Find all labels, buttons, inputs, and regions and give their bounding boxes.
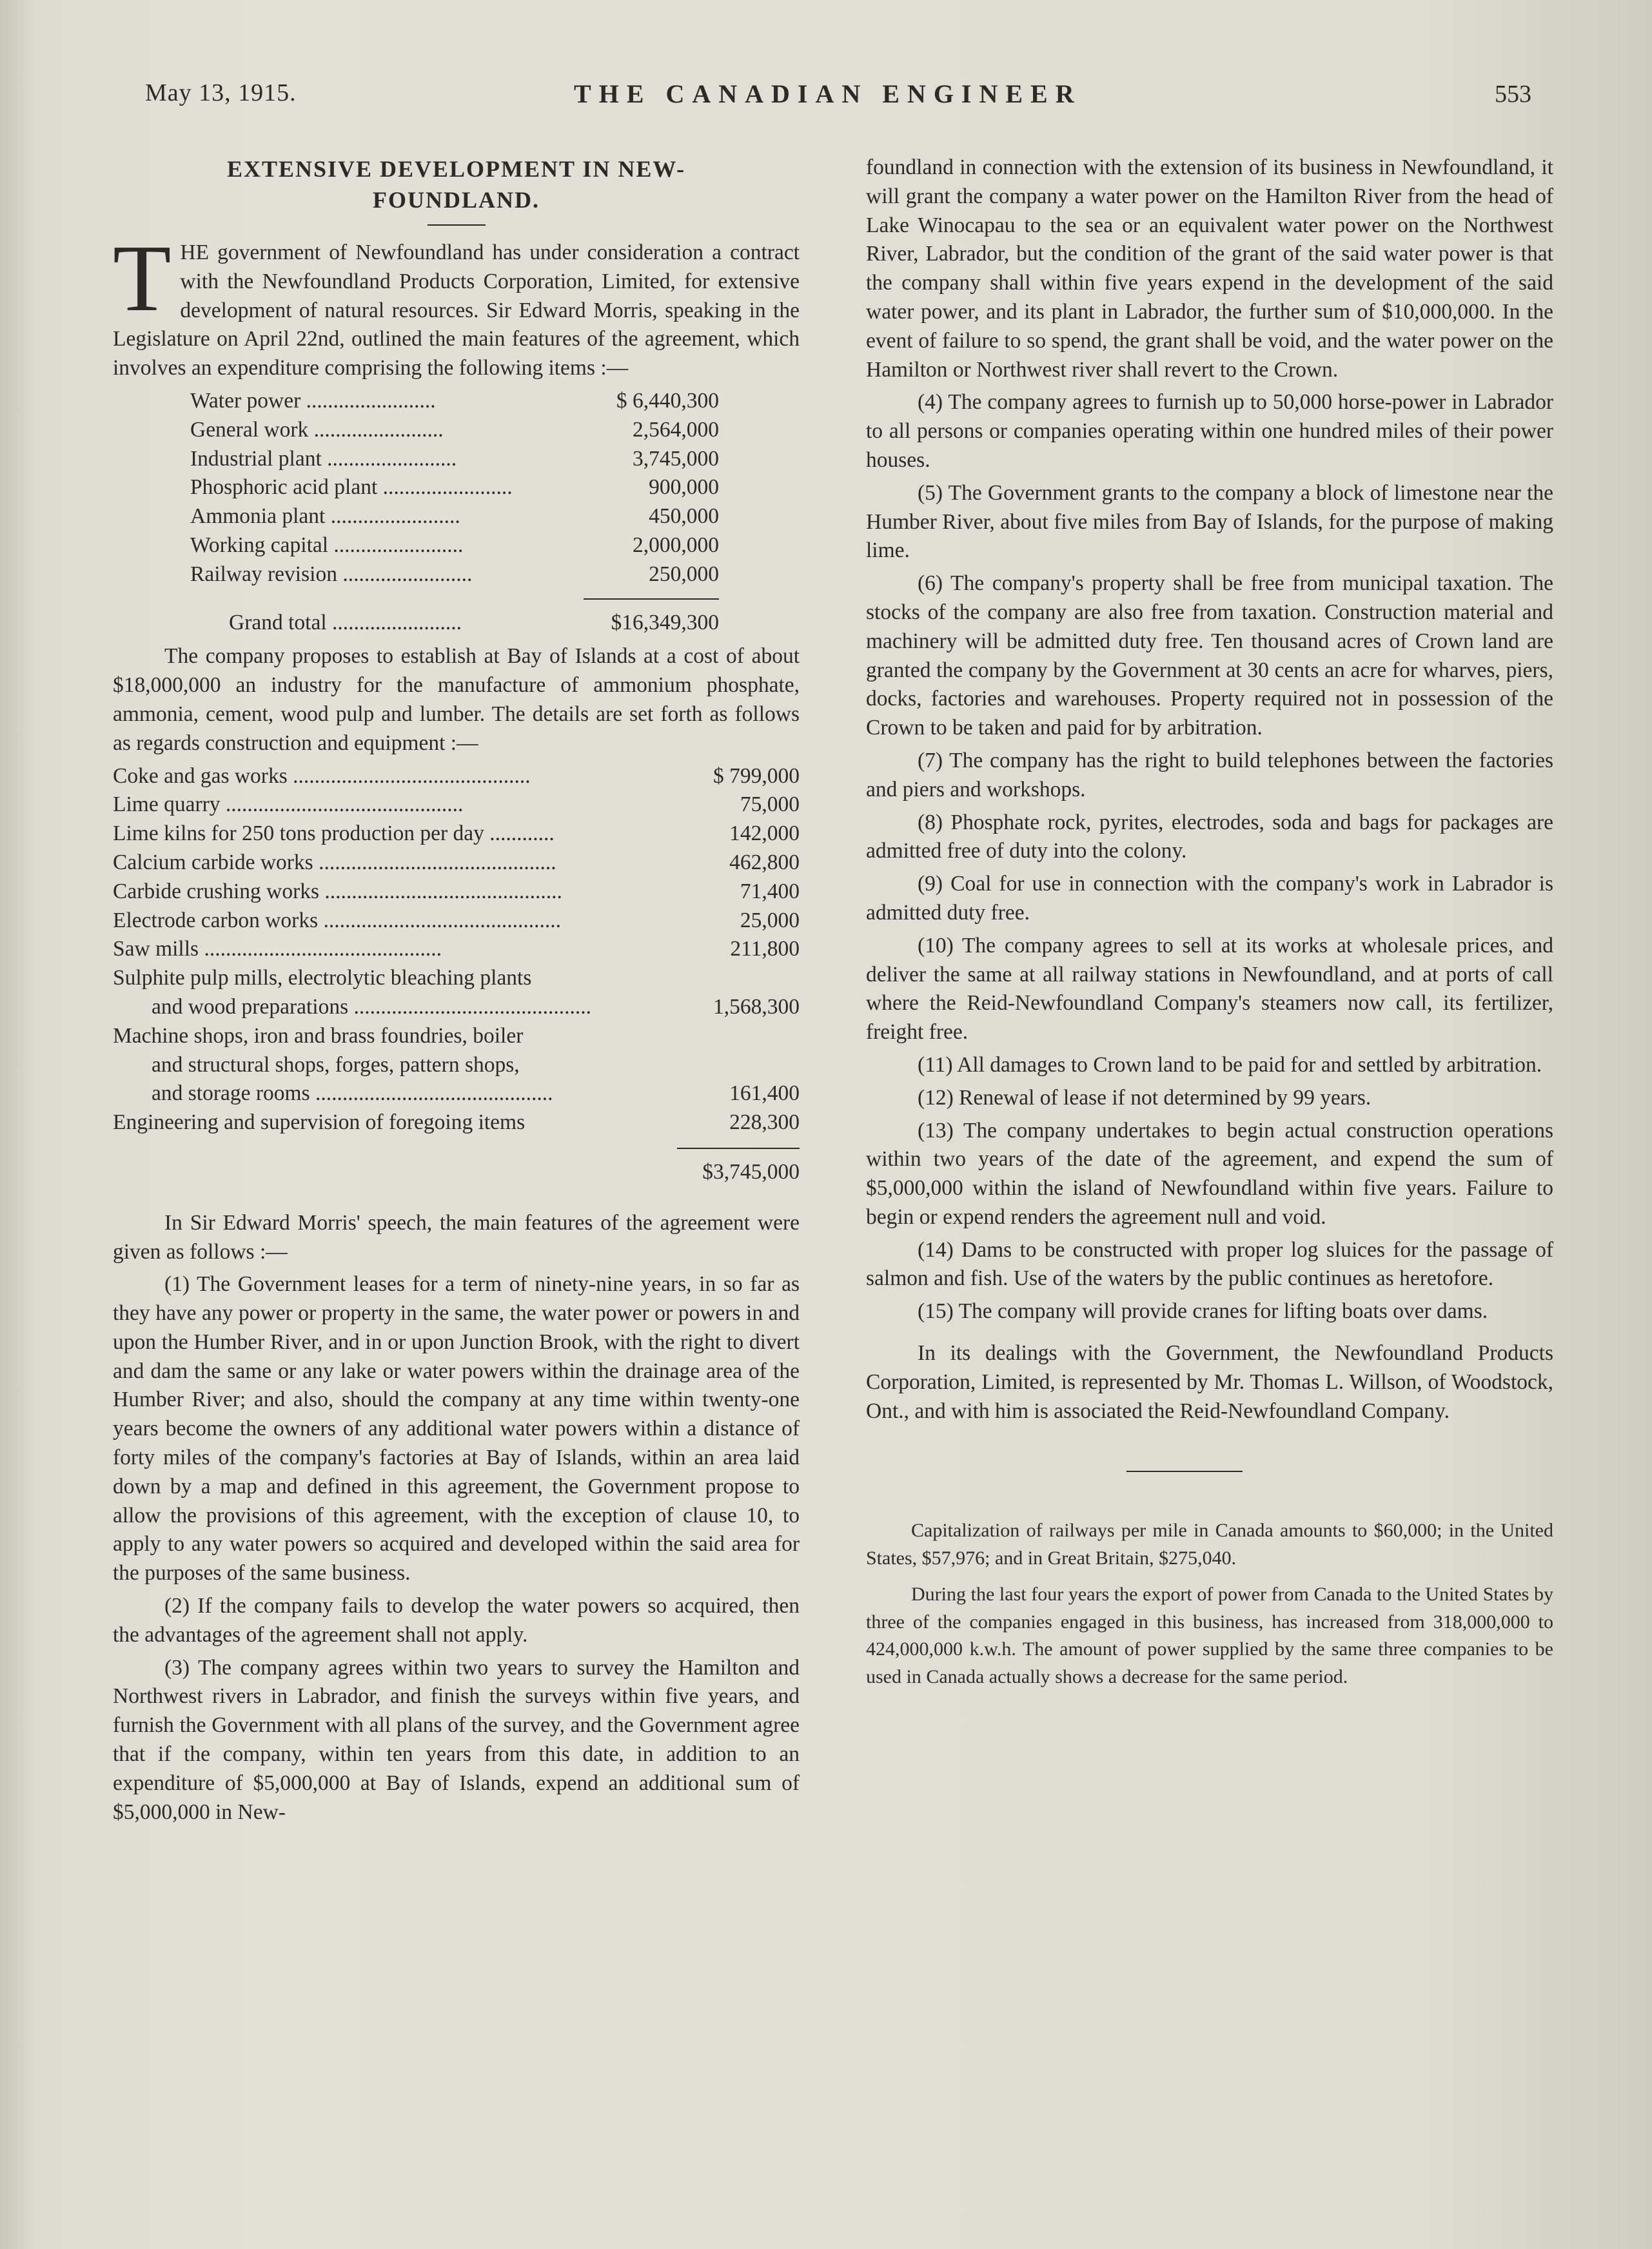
table-row [113,993,800,1022]
table-row [190,387,719,416]
construction-item: Lime kilns for 250 tons production per day ............ [113,821,555,846]
clause-4: (4) The company agrees to furnish up to 50,000 horse-power in Labrador to all persons or companies operating within one hundred miles of their power houses. [866,390,1553,472]
construction-item: Sulphite pulp mills, electrolytic bleaching plants [113,966,532,990]
construction-total: $3,745,000 [702,1159,800,1184]
construction-value: 228,300 [729,1110,800,1135]
construction-value: 71,400 [740,879,800,903]
clause-1: (1) The Government leases for a term of ninety-nine years, in so far as they have any power or property in the same, the water power or powers in and upon the Humber River, and in or upon Junction Brook, with the right to divert and dam the same or any lake or water powers within the drainage area of the Humber River; and also, should the company at any time within twenty-one years become the owners of any additional water powers within a distance of forty miles of the company's factories at Bay of Islands, within an area laid down by a map and defined in this agreement, the Government propose to allow the provisions of this agreement, with the exception of clause 10, to apply to any water powers so acquired and developed within the said area for the purposes of the same business. [113,1272,800,1586]
construction-item: Calcium carbide works ............................................ [113,850,556,874]
grand-total-value: $16,349,300 [611,610,719,634]
construction-value: 1,568,300 [713,994,800,1019]
clause-3-continued: foundland in connection with the extension of its business in Newfoundland, it will grant the company a water power on the Hamilton River from the head of Lake Winocapau to the sea or an equivalent water power on the Northwest River, Labrador, but the condition of the grant of the said water power is that the company shall within five years expend in the development of the said water power, and its plant in Labrador, the further sum of $10,000,000. In the event of failure to so spend, the grant shall be void, and the water power on the Hamilton or Northwest river shall revert to the Crown. [866,155,1553,382]
intro-text: HE government of Newfoundland has under consideration a contract with the Newfoundland Products Corporation, Limited, for extensive development of natural resources. Sir Edward Morris, speaking in the Legislature on April 22nd, outlined the main features of the agreement, which involves an expenditure comprising the following items :— [113,241,800,380]
expenditure-value: 2,000,000 [633,533,719,557]
issue-date: May 13, 1915. [145,79,297,106]
construction-value: 462,800 [729,850,800,874]
clause-6: (6) The company's property shall be free from municipal taxation. The stocks of the company are also free from taxation. Construction material and machinery will be admitted duty free. Ten thousand acres of Crown land are granted the company by the Government at 30 cents an acre for wharves, piers, docks, factories and warehouses. Property required not in possession of the Crown to be taken and paid for by arbitration. [866,571,1553,740]
expenditure-value: 900,000 [649,475,719,500]
table-row [190,473,719,502]
table-row [113,935,800,964]
table-row [113,878,800,907]
clause-7: (7) The company has the right to build telephones between the factories and piers and workshops. [866,748,1553,801]
expenditure-item: Water power ........................ [190,388,436,413]
table-row [113,1108,800,1137]
expenditure-item: General work ........................ [190,417,444,442]
construction-value: 75,000 [740,792,800,817]
clause-10: (10) The company agrees to sell at its works at wholesale prices, and deliver the same at all railway stations in Newfoundland, and at ports of call where the Reid-Newfoundland Company's steamers now call, its fertilizer, freight free. [866,933,1553,1045]
expenditure-item: Working capital ........................ [190,533,464,557]
journal-title: THE CANADIAN ENGINEER [574,79,1082,108]
bay-of-islands-paragraph: The company proposes to establish at Bay of Islands at a cost of about $18,000,000 an industry for the manufacture of ammonium phosphate, ammonia, cement, wood pulp and lumber. The details are set forth as follows as regards construction and equipment :— [113,644,800,755]
clause-12: (12) Renewal of lease if not determined by 99 years. [918,1085,1372,1110]
table-row [190,531,719,560]
left-column [113,153,800,1831]
construction-value: 25,000 [740,908,800,932]
clause-8: (8) Phosphate rock, pyrites, electrodes, soda and bags for packages are admitted free of duty into the colony. [866,810,1553,863]
construction-item: Electrode carbon works ............................................ [113,908,561,932]
running-header [145,72,1531,117]
speech-intro: In Sir Edward Morris' speech, the main features of the agreement were given as follows :— [113,1210,800,1264]
clause-5: (5) The Government grants to the company a block of limestone near the Humber River, about five miles from Bay of Islands, for the purpose of making lime. [866,480,1553,563]
table-row [113,1022,800,1051]
right-column [866,153,1553,1700]
table-row [113,849,800,878]
construction-item: Coke and gas works ............................................ [113,763,531,788]
construction-item: Saw mills ............................................ [113,937,442,961]
expenditure-item: Railway revision ........................ [190,562,473,586]
construction-value: $ 799,000 [713,763,800,788]
expenditure-item: Industrial plant ........................ [190,446,457,471]
table-row [113,791,800,820]
news-notes [866,1517,1553,1691]
article-title-line-2: FOUNDLAND. [373,187,540,213]
table-row [190,416,719,445]
closing-paragraph: In its dealings with the Government, the Newfoundland Products Corporation, Limited, is represented by Mr. Thomas L. Willson, of Woodstock, Ont., and with him is associated the Reid-Newfoundland Company. [866,1341,1553,1423]
clause-3-start: (3) The company agrees within two years to survey the Hamilton and Northwest rivers in Labrador, and finish the surveys within five years, and furnish the Government with all plans of the survey, and the Government agree that if the company, within ten years from this date, in addition to an expenditure of $5,000,000 at Bay of Islands, expend an additional sum of $5,000,000 in New- [113,1655,800,1824]
clause-9: (9) Coal for use in connection with the company's work in Labrador is admitted duty free. [866,872,1553,925]
expenditure-item: Phosphoric acid plant ........................ [190,475,513,500]
construction-item: Carbide crushing works ............................................ [113,879,562,903]
table-row [113,964,800,993]
expenditure-value: 250,000 [649,562,719,586]
construction-value: 161,400 [729,1081,800,1106]
clause-14: (14) Dams to be constructed with proper log sluices for the passage of salmon and fish. Use of the waters by the public continues as heretofore. [866,1237,1553,1291]
table-row [113,1079,800,1108]
construction-item: Engineering and supervision of foregoing items [113,1110,526,1135]
section-divider [1126,1471,1243,1472]
power-export-note: During the last four years the export of power from Canada to the United States by three of the companies engaged in this business, has increased from 318,000,000 to 424,000,000 k.w.h. The amount of power supplied by the same three companies to be used in Canada actually shows a decrease for the same period. [866,1584,1553,1687]
table-row [190,502,719,531]
expenditure-value: $ 6,440,300 [616,388,719,413]
page-number: 553 [1495,81,1531,108]
table-row [190,560,719,589]
expenditure-item: Ammonia plant ........................ [190,504,460,529]
construction-value: 211,800 [730,937,800,961]
construction-item: Machine shops, iron and brass foundries, boiler [113,1023,524,1048]
article-title-line-1: EXTENSIVE DEVELOPMENT IN NEW- [226,156,686,182]
clause-13: (13) The company undertakes to begin actual construction operations within two years of the date of the agreement, and expend the sum of $5,000,000 within the island of Newfoundland within five years. Failure to begin or expend renders the agreement null and void. [866,1118,1553,1229]
construction-table [113,762,800,1187]
construction-value: 142,000 [729,821,800,846]
table-row [113,1051,800,1080]
construction-item: Lime quarry ............................................ [113,792,464,817]
expenditure-value: 450,000 [649,504,719,529]
clause-11: (11) All damages to Crown land to be paid for and settled by arbitration. [918,1052,1542,1077]
clause-2: (2) If the company fails to develop the water powers so acquired, then the advantages of the agreement shall not apply. [113,1594,800,1647]
construction-item: and structural shops, forges, pattern shops, [152,1052,520,1077]
grand-total-row [190,600,719,638]
table-row [190,445,719,474]
table-row [113,820,800,849]
table-row [113,762,800,791]
grand-total-label: Grand total ........................ [229,610,462,634]
construction-total-row [113,1149,800,1187]
article-title [113,153,800,215]
capitalization-note: Capitalization of railways per mile in Canada amounts to $60,000; in the United States, $57,976; and in Great Britain, $275,040. [866,1520,1553,1569]
construction-item: and storage rooms ............................................ [152,1081,553,1106]
expenditure-value: 2,564,000 [633,417,719,442]
drop-cap: T [113,226,172,331]
table-row [113,907,800,936]
clause-15: (15) The company will provide cranes for lifting boats over dams. [918,1299,1488,1324]
expenditure-value: 3,745,000 [633,446,719,471]
construction-item: and wood preparations ............................................ [152,994,592,1019]
expenditure-table [190,387,719,637]
title-divider [428,224,486,226]
intro-paragraph [113,226,800,383]
